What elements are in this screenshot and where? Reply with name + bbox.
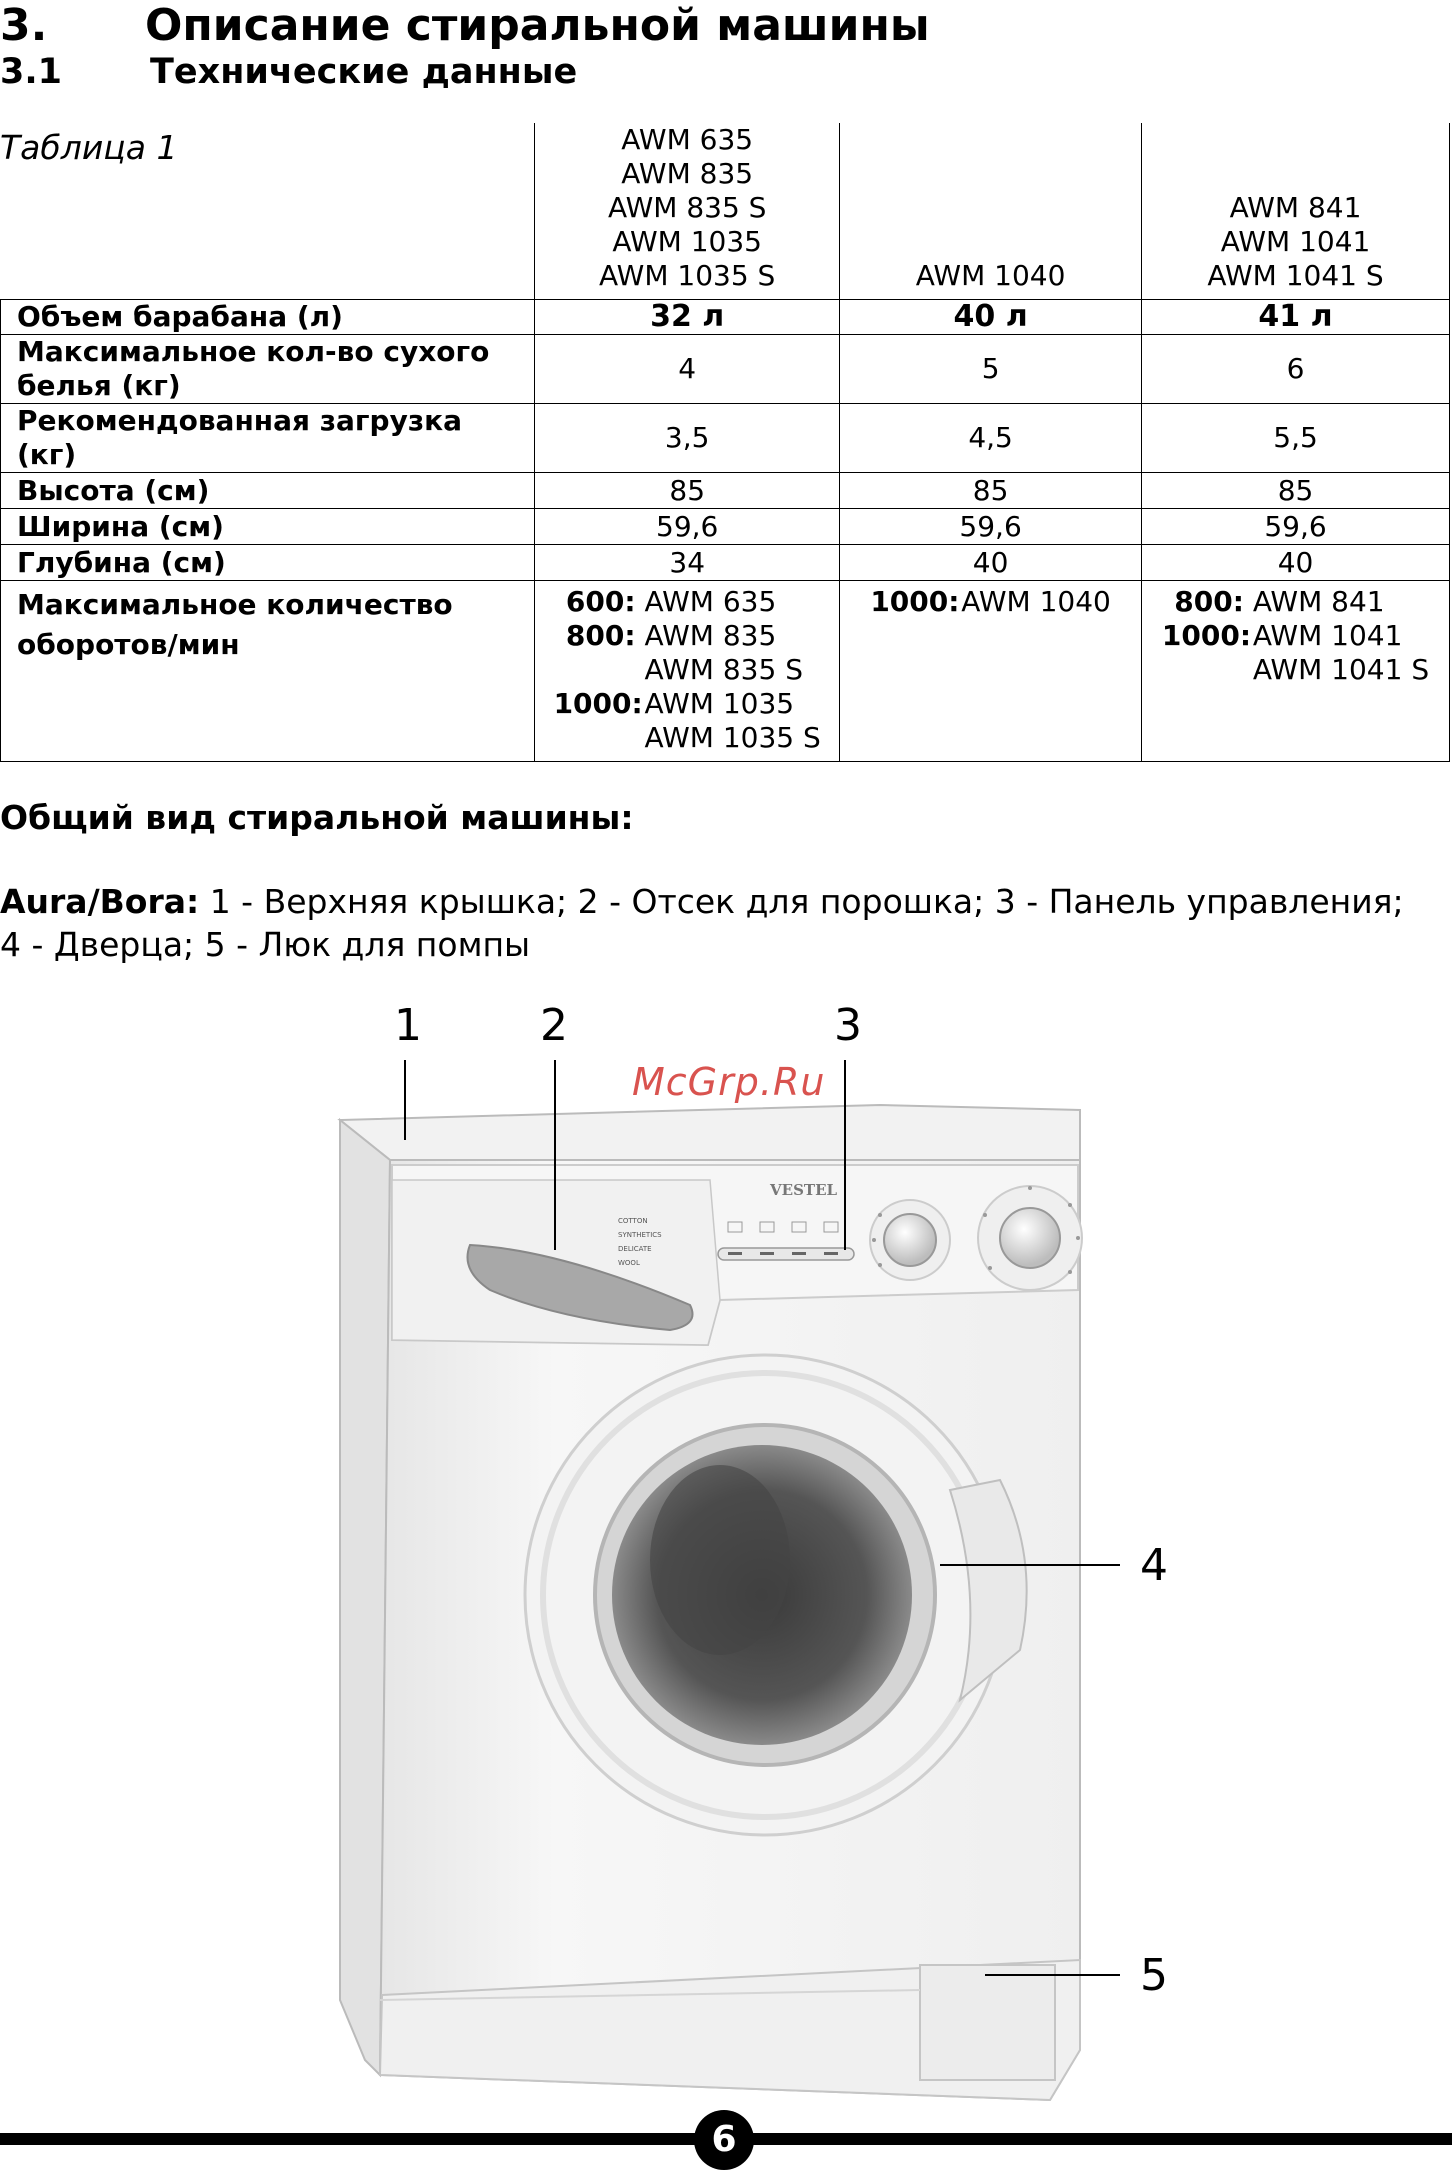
parts-legend bbox=[0, 880, 1440, 966]
callout-3: 3 bbox=[834, 1000, 862, 1051]
rpm-entry bbox=[554, 653, 821, 687]
table-cell: 40 bbox=[1142, 545, 1450, 581]
section-heading bbox=[0, 0, 930, 51]
watermark: McGrp.Ru bbox=[632, 1060, 826, 1104]
model-name: AWM 835 bbox=[621, 157, 754, 190]
table-cell: 4,5 bbox=[840, 404, 1142, 473]
section-title: Описание стиральной машины bbox=[145, 0, 930, 51]
program-label: COTTON bbox=[618, 1217, 648, 1225]
model-name: AWM 1035 S bbox=[599, 259, 776, 292]
table-cell: 32 л bbox=[535, 300, 840, 335]
table-cell: 4 bbox=[535, 335, 840, 404]
rpm-entry bbox=[1162, 619, 1429, 653]
model-header-row bbox=[1, 123, 1450, 300]
rpm-model: AWM 835 bbox=[644, 619, 777, 652]
legend-models: Aura/Bora: bbox=[0, 882, 200, 921]
row-label: Высота (см) bbox=[1, 473, 535, 509]
model-name: AWM 1041 S bbox=[1207, 259, 1384, 292]
row-label: Глубина (см) bbox=[1, 545, 535, 581]
row-label: Максимальное кол-во сухого белья (кг) bbox=[1, 335, 535, 404]
row-label: Объем барабана (л) bbox=[1, 300, 535, 335]
table-row bbox=[1, 545, 1450, 581]
table-cell: 5,5 bbox=[1142, 404, 1450, 473]
rpm-model: AWM 835 S bbox=[644, 653, 803, 686]
table-caption: Таблица 1 bbox=[0, 128, 178, 167]
table-cell: 34 bbox=[535, 545, 840, 581]
table-row bbox=[1, 335, 1450, 404]
spec-table bbox=[0, 123, 1450, 762]
table-cell: 85 bbox=[840, 473, 1142, 509]
rpm-cell bbox=[535, 581, 840, 762]
subsection-heading bbox=[0, 52, 577, 92]
table-cell: 6 bbox=[1142, 335, 1450, 404]
rpm-entry bbox=[554, 585, 821, 619]
model-column-header bbox=[1142, 123, 1450, 300]
rpm-entry bbox=[554, 619, 821, 653]
legend-line-1: 1 - Верхняя крышка; 2 - Отсек для порошка; 3 - Панель управления; bbox=[199, 882, 1404, 921]
table-cell: 59,6 bbox=[1142, 509, 1450, 545]
rpm-model: AWM 841 bbox=[1252, 585, 1385, 618]
row-label: Рекомендованная загрузка (кг) bbox=[1, 404, 535, 473]
rpm-speed: 1000: bbox=[870, 585, 960, 618]
rpm-model: AWM 1040 bbox=[961, 585, 1111, 618]
rpm-model: AWM 1035 bbox=[644, 687, 795, 720]
rpm-speed: 1000: bbox=[553, 687, 643, 720]
table-cell: 40 л bbox=[840, 300, 1142, 335]
table-cell: 59,6 bbox=[840, 509, 1142, 545]
rpm-model: AWM 635 bbox=[644, 585, 777, 618]
row-label: Ширина (см) bbox=[1, 509, 535, 545]
program-label: SYNTHETICS bbox=[618, 1231, 662, 1239]
brand-logo: VESTEL bbox=[770, 1181, 838, 1199]
table-row bbox=[1, 300, 1450, 335]
table-cell: 59,6 bbox=[535, 509, 840, 545]
rpm-entry bbox=[870, 585, 1111, 619]
rpm-cell bbox=[840, 581, 1142, 762]
washing-machine-illustration bbox=[300, 990, 1180, 2120]
table-row bbox=[1, 509, 1450, 545]
rpm-row bbox=[1, 581, 1450, 762]
rpm-speed: 1000: bbox=[1161, 619, 1252, 652]
table-cell: 3,5 bbox=[535, 404, 840, 473]
subsection-title: Технические данные bbox=[150, 52, 578, 92]
model-name: AWM 635 bbox=[621, 123, 754, 156]
table-row bbox=[1, 404, 1450, 473]
program-label: WOOL bbox=[618, 1259, 640, 1267]
rpm-speed: 800: bbox=[565, 619, 636, 652]
page-number: 6 bbox=[694, 2110, 754, 2170]
model-name: AWM 841 bbox=[1229, 191, 1362, 224]
model-column-header bbox=[535, 123, 840, 300]
rpm-model: AWM 1041 bbox=[1252, 619, 1403, 652]
model-name: AWM 835 S bbox=[607, 191, 767, 224]
model-name: AWM 1041 bbox=[1220, 225, 1371, 258]
table-cell: 85 bbox=[1142, 473, 1450, 509]
legend-line-2: 4 - Дверца; 5 - Люк для помпы bbox=[0, 925, 531, 964]
subsection-number: 3.1 bbox=[0, 52, 63, 92]
table-cell: 41 л bbox=[1142, 300, 1450, 335]
temperature-knob bbox=[884, 1214, 936, 1266]
callout-5: 5 bbox=[1140, 1950, 1168, 2001]
rpm-cell bbox=[1142, 581, 1450, 762]
program-knob bbox=[1000, 1208, 1060, 1268]
callout-4: 4 bbox=[1140, 1540, 1168, 1591]
rpm-entry bbox=[554, 687, 821, 721]
rpm-entry bbox=[554, 721, 821, 755]
callout-2: 2 bbox=[540, 1000, 568, 1051]
model-name: AWM 1035 bbox=[612, 225, 762, 258]
table-cell: 85 bbox=[535, 473, 840, 509]
table-row bbox=[1, 473, 1450, 509]
rpm-entry bbox=[1162, 585, 1429, 619]
callout-1: 1 bbox=[394, 1000, 422, 1051]
overview-title: Общий вид стиральной машины: bbox=[0, 798, 634, 837]
rpm-speed: 800: bbox=[1174, 585, 1244, 618]
top-lid bbox=[340, 1105, 1080, 1160]
rpm-entry bbox=[1162, 653, 1429, 687]
program-label: DELICATE bbox=[618, 1245, 652, 1253]
pump-hatch bbox=[920, 1965, 1055, 2080]
section-number: 3. bbox=[0, 0, 48, 51]
row-label: Максимальное количество оборотов/мин bbox=[1, 581, 535, 762]
rpm-model: AWM 1035 S bbox=[644, 721, 821, 754]
table-cell: 5 bbox=[840, 335, 1142, 404]
table-cell: 40 bbox=[840, 545, 1142, 581]
rpm-speed: 600: bbox=[565, 585, 636, 618]
model-name: AWM 1040 bbox=[915, 259, 1066, 292]
model-column-header bbox=[840, 123, 1142, 300]
rpm-model: AWM 1041 S bbox=[1252, 653, 1430, 686]
